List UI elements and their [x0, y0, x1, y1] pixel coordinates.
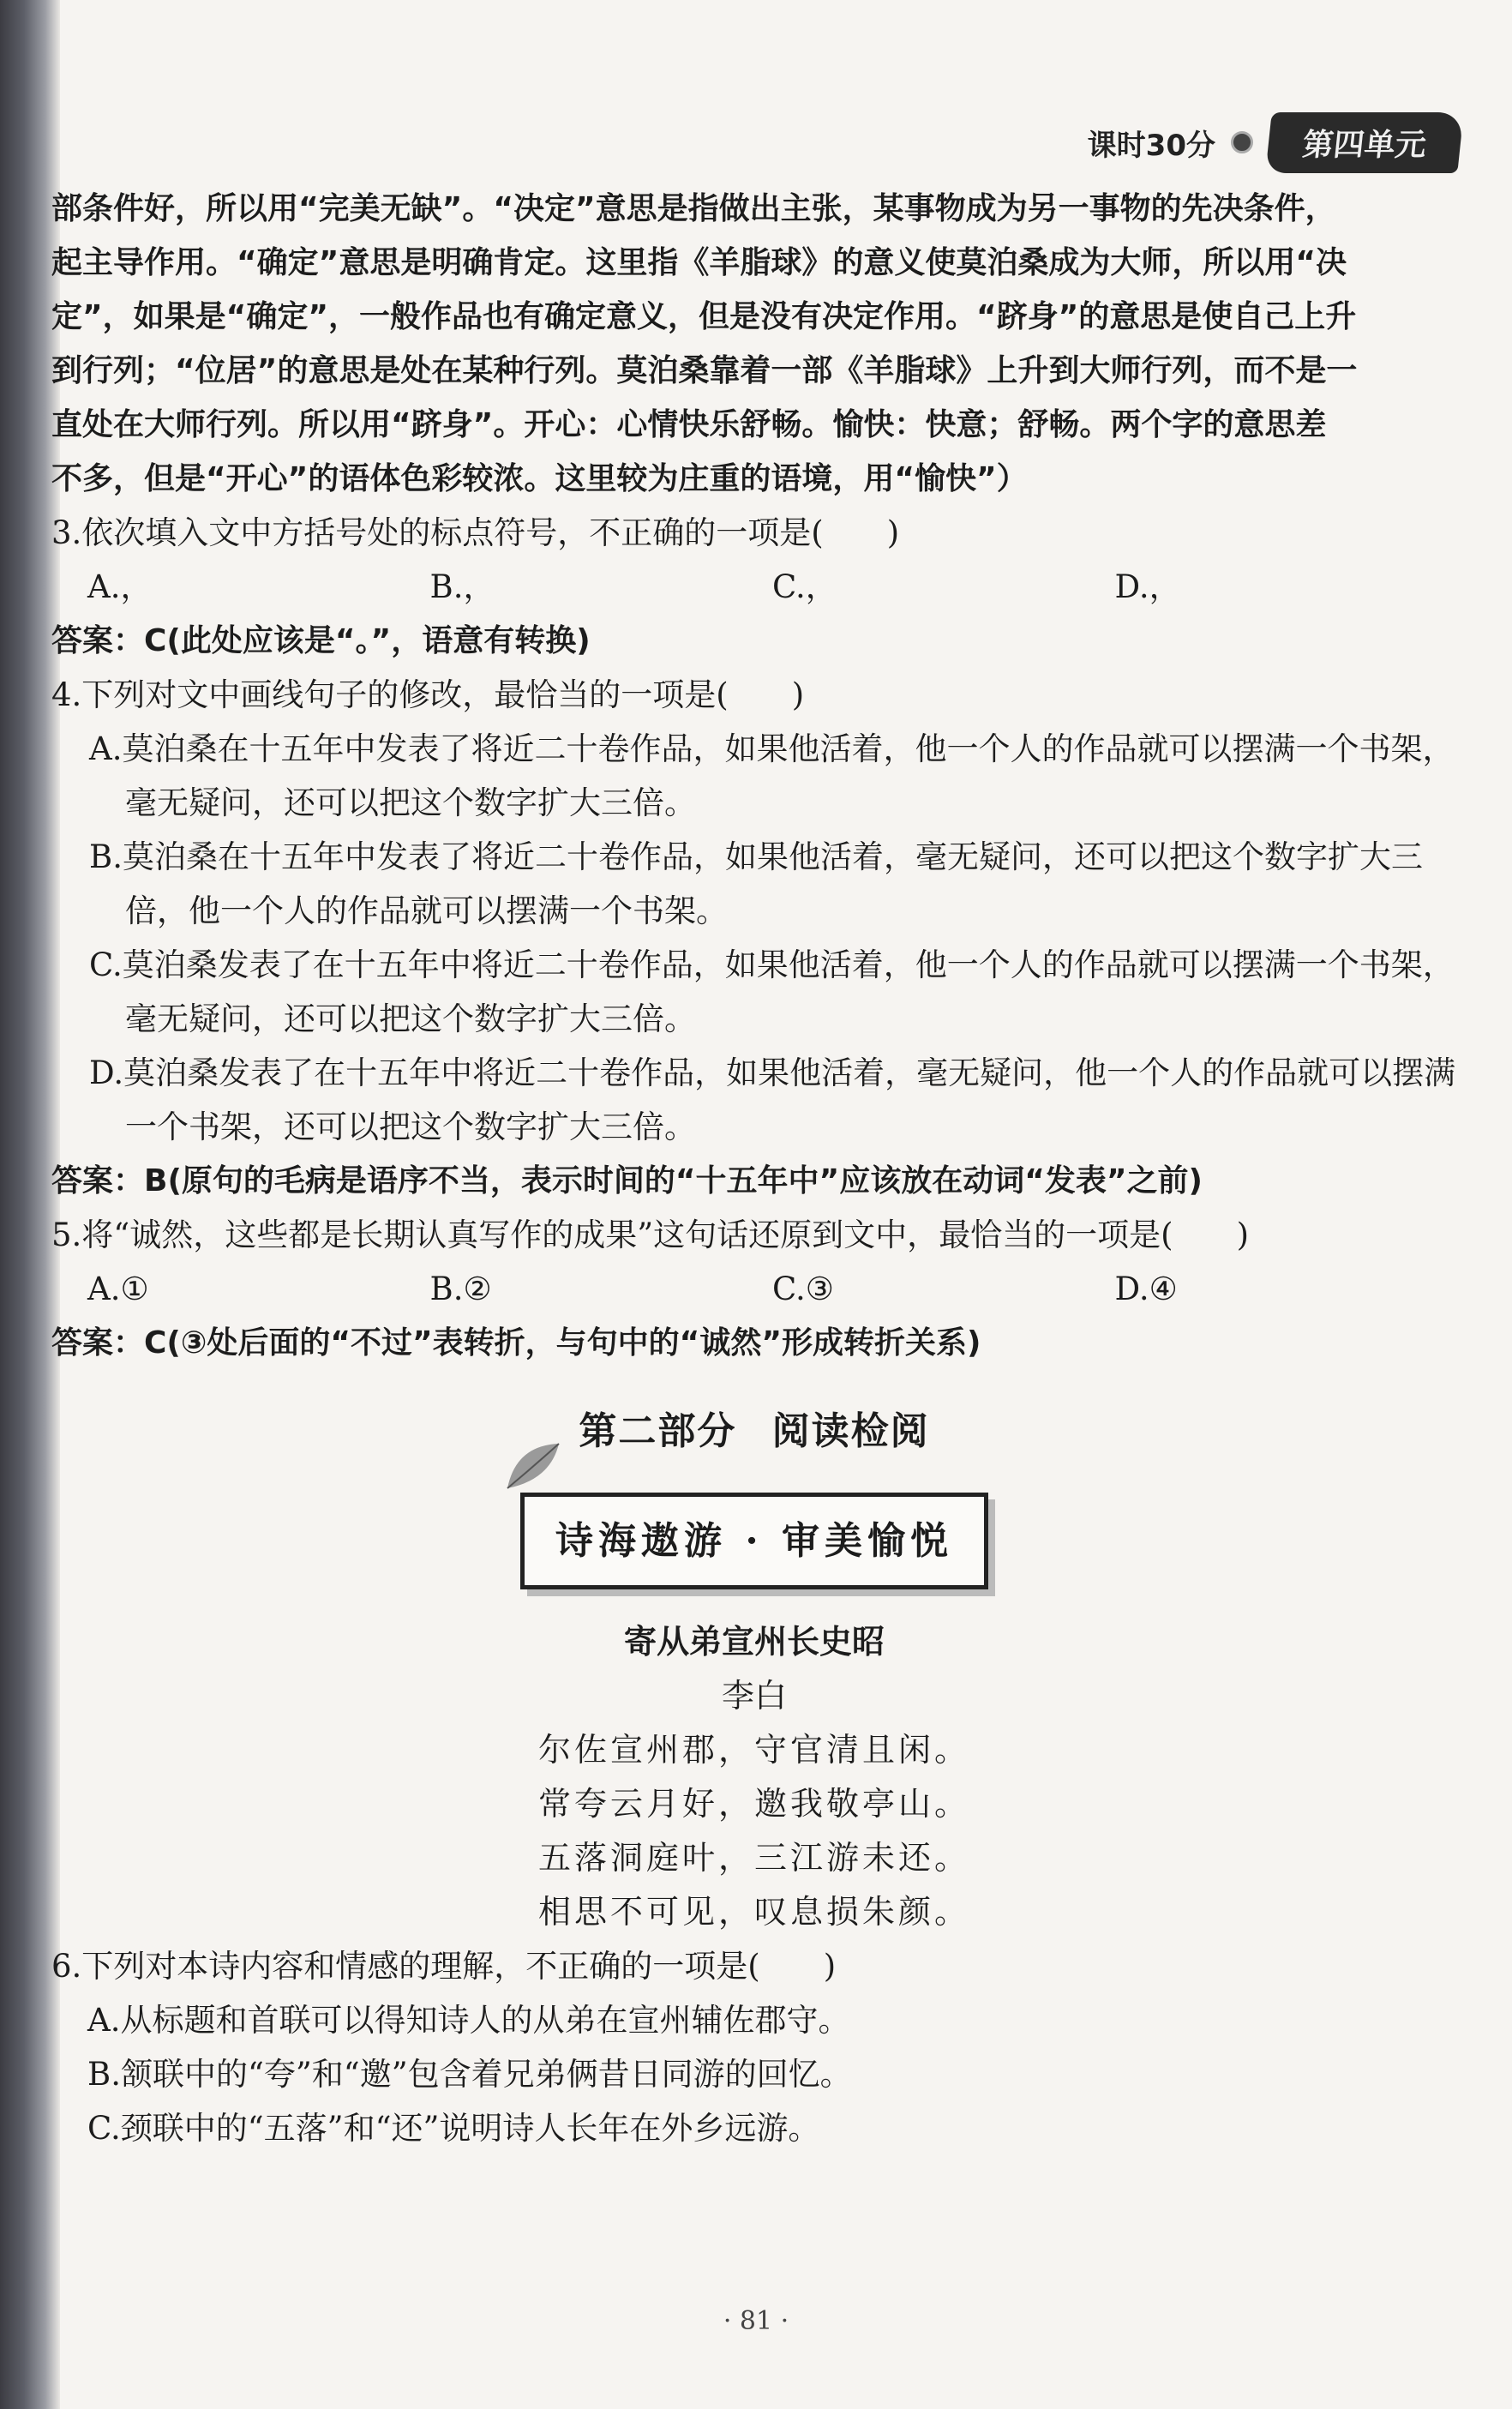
option-b: B.② [429, 1271, 492, 1307]
page-content [51, 182, 1457, 2155]
option-b: B.， [429, 568, 495, 605]
question-4 [51, 668, 1457, 1208]
poem-author: 李白 [721, 1677, 787, 1715]
explanation-line: 直处在大师行列。所以用“跻身”。开心：心情快乐舒畅。愉快：快意；舒畅。两个字的意思差 [51, 407, 1327, 442]
answer-text: 答案：C(此处应该是“。”，语意有转换) [51, 623, 591, 658]
bullet-dot-icon [1231, 131, 1253, 153]
unit-badge: 第四单元 [1265, 112, 1463, 173]
banner-wrap [51, 1493, 1457, 1589]
option-a: A.① [87, 1271, 149, 1307]
question-stem: 5.将“诚然，这些都是长期认真写作的成果”这句话还原到文中，最恰当的一项是( ) [51, 1217, 1250, 1253]
banner-text: 诗海遨游 · 审美愉悦 [555, 1519, 953, 1563]
option-d: D.， [1114, 568, 1181, 605]
leaf-icon [499, 1437, 567, 1497]
question-stem: 6.下列对本诗内容和情感的理解，不正确的一项是( ) [51, 1948, 837, 1985]
section-part: 第二部分 [579, 1409, 737, 1453]
lesson-time-label: 课时30分 [1087, 128, 1215, 163]
question-stem: 4.下列对文中画线句子的修改，最恰当的一项是( ) [51, 676, 805, 713]
option-b: B.莫泊桑在十五年中发表了将近二十卷作品，如果他活着，毫无疑问，还可以把这个数字扩大三倍，他一个人的作品就可以摆满一个书架。 [89, 838, 1423, 929]
option-c: C.， [772, 568, 837, 605]
section-heading [51, 1404, 1457, 1458]
question-options [51, 560, 1457, 614]
page-number-value: 81 [739, 2306, 773, 2336]
option-d: D.莫泊桑发表了在十五年中将近二十卷作品，如果他活着，毫无疑问，他一个人的作品就可以摆满一个书架，还可以把这个数字扩大三倍。 [89, 1054, 1456, 1145]
explanation-line: 起主导作用。“确定”意思是明确肯定。这里指《羊脂球》的意义使莫泊桑成为大师，所以用“决 [51, 245, 1347, 280]
poem [51, 1615, 1457, 1939]
question-5 [51, 1208, 1457, 1370]
poem-line: 五落洞庭叶，三江游未还。 [537, 1839, 970, 1877]
question-3 [51, 506, 1457, 668]
page-header [1088, 110, 1461, 175]
explanation-line: 不多，但是“开心”的语体色彩较浓。这里较为庄重的语境，用“愉快”） [51, 461, 1028, 496]
question-6 [51, 1939, 1457, 2155]
poem-line: 常夸云月好，邀我敬亭山。 [537, 1785, 970, 1823]
poem-line: 相思不可见，叹息损朱颜。 [537, 1893, 970, 1931]
section-name: 阅读检阅 [771, 1409, 930, 1453]
poem-title: 寄从弟宣州长史昭 [623, 1623, 885, 1661]
explanation-line: 部条件好，所以用“完美无缺”。“决定”意思是指做出主张，某事物成为另一事物的先决条件， [51, 191, 1336, 226]
option-c: C.莫泊桑发表了在十五年中将近二十卷作品，如果他活着，他一个人的作品就可以摆满一个书架，毫无疑问，还可以把这个数字扩大三倍。 [89, 946, 1455, 1037]
option-a: A.莫泊桑在十五年中发表了将近二十卷作品，如果他活着，他一个人的作品就可以摆满一个书架，毫无疑问，还可以把这个数字扩大三倍。 [89, 730, 1455, 821]
poem-line: 尔佐宣州郡，守官清且闲。 [537, 1731, 970, 1769]
question-stem: 3.依次填入文中方括号处的标点符号，不正确的一项是( ) [51, 514, 900, 551]
question-options [51, 1262, 1457, 1316]
option-b: B.颔联中的“夸”和“邀”包含着兄弟俩昔日同游的回忆。 [87, 2056, 852, 2093]
option-c: C.③ [772, 1271, 834, 1307]
explanation-line: 定”，如果是“确定”，一般作品也有确定意义，但是没有决定作用。“跻身”的意思是使自己上升 [51, 299, 1357, 334]
page-number: · 81 · [723, 2306, 789, 2336]
option-a: A.从标题和首联可以得知诗人的从弟在宣州辅佐郡守。 [87, 2002, 850, 2039]
option-d: D.④ [1114, 1271, 1178, 1307]
explanation-paragraph [51, 182, 1457, 506]
option-a: A.， [87, 568, 153, 605]
answer-text: 答案：C(③处后面的“不过”表转折，与句中的“诚然”形成转折关系) [51, 1325, 981, 1361]
poetry-banner [520, 1493, 988, 1589]
explanation-line: 到行列；“位居”的意思是处在某种行列。莫泊桑靠着一部《羊脂球》上升到大师行列，而不是一 [51, 353, 1358, 388]
answer-text: 答案：B(原句的毛病是语序不当，表示时间的“十五年中”应该放在动词“发表”之前) [51, 1163, 1203, 1198]
option-c: C.颈联中的“五落”和“还”说明诗人长年在外乡远游。 [87, 2110, 820, 2147]
question-options [51, 722, 1457, 1154]
